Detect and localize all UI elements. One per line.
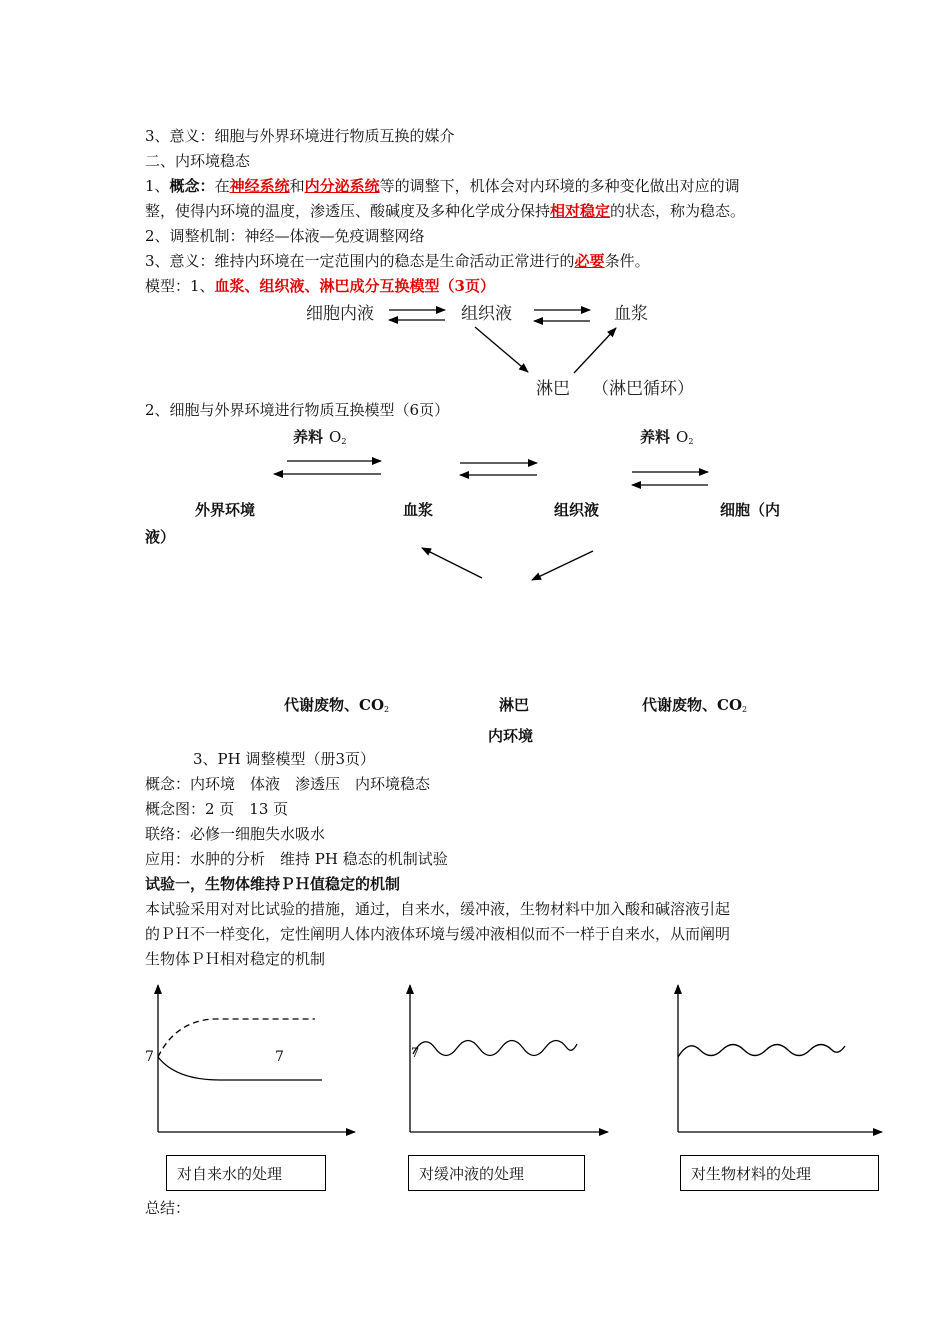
- model-label: 模型：1、: [145, 277, 215, 295]
- graph1-dashed-curve: [158, 1019, 315, 1057]
- model2-arrows: [274, 461, 708, 580]
- model2-cell: 细胞（内: [720, 501, 781, 519]
- experiment-para-1: 本试验采用对对比试验的措施，通过，自来水，缓冲液，生物材料中加入酸和碱溶液引起: [145, 900, 731, 918]
- model1-tissue-fluid: 组织液: [461, 304, 512, 324]
- concept-num: 1、: [145, 177, 170, 195]
- concept-text-b: 和: [289, 177, 305, 195]
- concept-text-c: 等的调整下，机体会对内环境的多种变化做出对应的调: [379, 177, 740, 195]
- co2-left-sub: 2: [384, 705, 390, 714]
- o2-left-label: O: [329, 428, 342, 446]
- graph2-wave: [413, 1041, 577, 1056]
- o2-left-sub: 2: [341, 437, 347, 446]
- concept-text-d: 整，使得内环境的温度，渗透压、酸碱度及多种化学成分保持: [145, 202, 551, 220]
- concept-text-e: 的状态，称为稳态。: [610, 202, 746, 220]
- concept-map-line: 概念图：2 页 13 页: [145, 800, 289, 818]
- graph3-wave: [678, 1045, 845, 1058]
- link-line: 联络：必修一细胞失水吸水: [145, 825, 326, 843]
- concept-label: 概念：: [169, 177, 215, 195]
- graph1-solid-curve: [158, 1057, 322, 1080]
- graph-tap-water: [158, 985, 355, 1132]
- co2-right-sub: 2: [742, 705, 748, 714]
- section-heading-homeostasis: 二、内环境稳态: [145, 152, 251, 170]
- arrow-lymph-to-plasma: [574, 328, 616, 373]
- meaning-text-a: 3、意义：维持内环境在一定范围内的稳态是生命活动正常进行的: [145, 252, 575, 270]
- nutrient-right-label: 养料: [640, 428, 671, 446]
- model1-arrows: [389, 310, 616, 373]
- nervous-system-term: 神经系统: [229, 177, 290, 195]
- o2-right-sub: 2: [688, 437, 694, 446]
- arrow-tissue-to-lymph: [475, 327, 528, 372]
- experiment-para-2: 的ＰＨ不一样变化，定性阐明人体内液体环境与缓冲液相似而不一样于自来水，从而阐明: [145, 925, 731, 943]
- graph-bio-material: [678, 985, 882, 1132]
- graph-buffer: [410, 985, 608, 1132]
- model1-plasma: 血浆: [614, 304, 648, 324]
- model2-external-env: 外界环境: [195, 501, 256, 519]
- model1-title: 血浆、组织液、淋巴成分互换模型（3页）: [214, 277, 495, 295]
- necessary-term: 必要: [574, 252, 605, 270]
- arrow-tissue2-to-lymph: [532, 551, 593, 580]
- model2-plasma: 血浆: [403, 501, 434, 519]
- summary-label: 总结：: [145, 1199, 191, 1217]
- experiment-para-3: 生物体ＰＨ相对稳定的机制: [145, 950, 326, 968]
- caption-buffer: 对缓冲液的处理: [408, 1155, 585, 1191]
- model2-tissue-fluid: 组织液: [554, 501, 600, 519]
- arrow-lymph-to-plasma2: [422, 548, 482, 578]
- nutrient-left-label: 养料: [293, 428, 324, 446]
- model1-cell-fluid: 细胞内液: [306, 304, 374, 324]
- graph2-seven: 7: [411, 1046, 420, 1061]
- caption-tap-water: 对自来水的处理: [166, 1155, 326, 1191]
- endocrine-system-term: 内分泌系统: [304, 177, 380, 195]
- concept-text-a: 在: [214, 177, 230, 195]
- waste-left-label: 代谢废物、CO: [284, 696, 385, 714]
- caption-bio-material: 对生物材料的处理: [680, 1155, 879, 1191]
- model1-lymph-circulation: （淋巴循环）: [592, 379, 694, 399]
- model2-title: 2、细胞与外界环境进行物质互换模型（6页）: [145, 401, 450, 419]
- ph-model-line: 3、PH 调整模型（册3页）: [193, 750, 376, 768]
- meaning-text-b: 条件。: [604, 252, 650, 270]
- regulation-mechanism-line: 2、调整机制：神经—体液—免疫调整网络: [145, 227, 425, 245]
- model2-lymph: 淋巴: [499, 696, 530, 714]
- model2-internal-env: 内环境: [488, 727, 534, 745]
- graph1-seven-mid: 7: [275, 1049, 284, 1065]
- relative-stable-term: 相对稳定: [550, 202, 611, 220]
- waste-right-label: 代谢废物、CO: [642, 696, 743, 714]
- o2-right-label: O: [676, 428, 689, 446]
- meaning-line-3: 3、意义：细胞与外界环境进行物质互换的媒介: [145, 127, 455, 145]
- model2-cell-cont: 液）: [145, 528, 176, 546]
- concepts-line: 概念：内环境 体液 渗透压 内环境稳态: [145, 775, 431, 793]
- graph1-seven-left: 7: [145, 1049, 154, 1065]
- apply-line: 应用：水肿的分析 维持 PH 稳态的机制试验: [145, 850, 448, 868]
- experiment-title: 试验一，生物体维持ＰＨ值稳定的机制: [145, 875, 401, 893]
- model1-lymph: 淋巴: [536, 379, 570, 399]
